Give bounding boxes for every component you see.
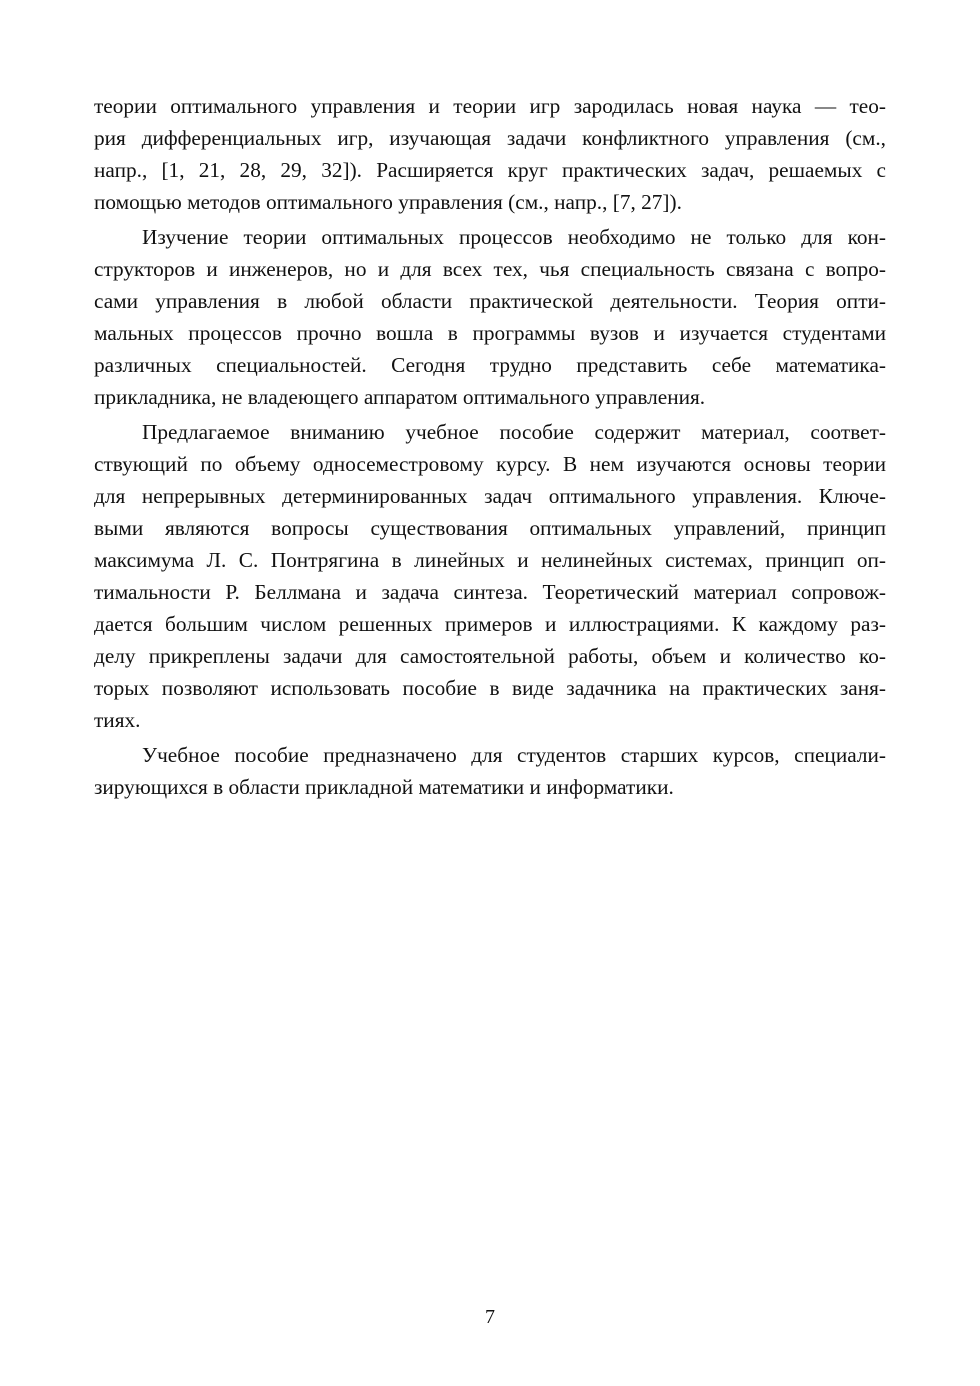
text-line: зирующихся в области прикладной математики и информатики.	[94, 775, 674, 799]
text-line: Учебное пособие предназначено для студентов старших курсов, специали-	[142, 743, 886, 767]
text-line: Предлагаемое вниманию учебное пособие содержит материал, соответ-	[142, 420, 886, 444]
text-line: максимума Л. С. Понтрягина в линейных и нелинейных системах, принцип оп-	[94, 548, 886, 572]
text-line: напр., [1, 21, 28, 29, 32]). Расширяется круг практических задач, решаемых с	[94, 158, 886, 182]
text-line: рия дифференциальных игр, изучающая задачи конфликтного управления (см.,	[94, 126, 886, 150]
text-line: помощью методов оптимального управления (см., напр., [7, 27]).	[94, 190, 682, 214]
text-line: теории оптимального управления и теории игр зародилась новая наука — тео-	[94, 94, 886, 118]
body-text	[94, 90, 886, 806]
text-line: тиях.	[94, 708, 141, 732]
paragraph-1	[94, 90, 886, 218]
text-line: тимальности Р. Беллмана и задача синтеза. Теоретический материал сопровож-	[94, 580, 886, 604]
text-line: выми являются вопросы существования оптимальных управлений, принцип	[94, 516, 886, 540]
text-line: структоров и инженеров, но и для всех тех, чья специальность связана с вопро-	[94, 257, 886, 281]
text-line: сами управления в любой области практической деятельности. Теория опти-	[94, 289, 886, 313]
text-line: мальных процессов прочно вошла в программы вузов и изучается студентами	[94, 321, 886, 345]
text-line: различных специальностей. Сегодня трудно представить себе математика-	[94, 353, 886, 377]
text-line: ствующий по объему односеместровому курсу. В нем изучаются основы теории	[94, 452, 886, 476]
text-line: торых позволяют использовать пособие в виде задачника на практических заня-	[94, 676, 886, 700]
paragraph-3	[94, 416, 886, 736]
paragraph-2	[94, 221, 886, 413]
text-line: прикладника, не владеющего аппаратом оптимального управления.	[94, 385, 706, 409]
page-number: 7	[485, 1306, 495, 1328]
text-line: дается большим числом решенных примеров и иллюстрациями. К каждому раз-	[94, 612, 886, 636]
text-line: для непрерывных детерминированных задач оптимального управления. Ключе-	[94, 484, 886, 508]
text-line: Изучение теории оптимальных процессов необходимо не только для кон-	[142, 225, 886, 249]
paragraph-4	[94, 739, 886, 803]
text-line: делу прикреплены задачи для самостоятельной работы, объем и количество ко-	[94, 644, 886, 668]
